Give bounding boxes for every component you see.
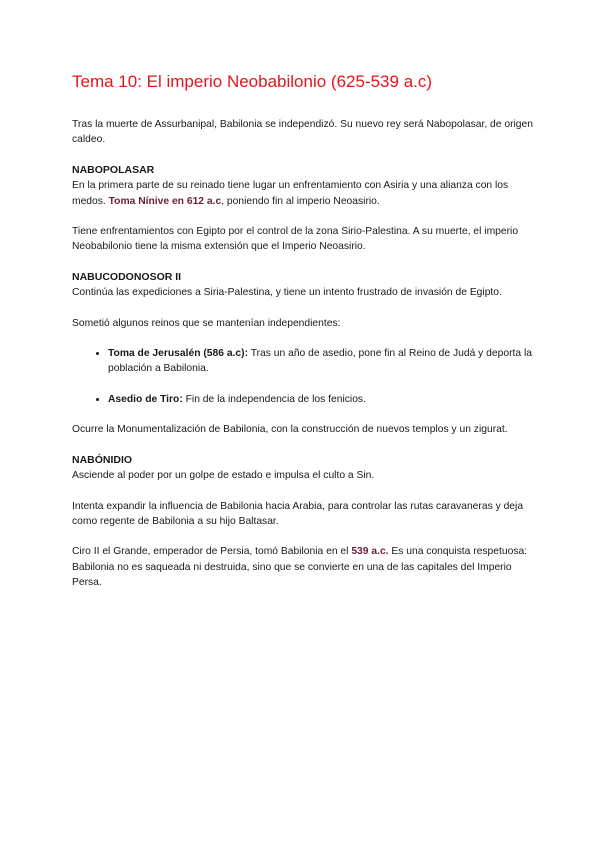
document-title: Tema 10: El imperio Neobabilonio (625-539 a.c) xyxy=(72,72,433,91)
section-heading-nabopolasar: NABOPOLASAR xyxy=(72,163,155,176)
nabucodonosor-paragraph-1: Continúa las expediciones a Siria-Palestina, y tiene un intento frustrado de invasión de Egipto. xyxy=(72,287,502,299)
nabonidio-paragraph-3: Ciro II el Grande, emperador de Persia, tomó Babilonia en el 539 a.c. Es una conquista respetuosa: Babilonia no es saqueada ni destruida, sino que se convierte en una de las capitales del Imperio Persa. xyxy=(72,546,528,589)
highlight-539: 539 a.c. xyxy=(351,546,389,558)
nabonidio-paragraph-1: Asciende al poder por un golpe de estado e impulsa el culto a Sin. xyxy=(72,470,375,482)
list-item: • Asedio de Tiro: Fin de la independencia de los fenicios. xyxy=(108,392,542,407)
intro-paragraph: Tras la muerte de Assurbanipal, Babilonia se independizó. Su nuevo rey será Nabopolasar, de origen caldeo. xyxy=(72,119,533,146)
nabopolasar-paragraph-2: Tiene enfrentamientos con Egipto por el control de la zona Sirio-Palestina. A su muerte, el imperio Neobabilonio tiene la misma extensión que el Imperio Neoasirio. xyxy=(72,226,519,253)
list-item: • Toma de Jerusalén (586 a.c): Tras un año de asedio, pone fin al Reino de Judá y deporta la población a Babilonia. xyxy=(108,346,542,377)
highlight-ninive: Toma Nínive en 612 a.c xyxy=(108,195,222,207)
section-heading-nabonidio: NABÓNIDIO xyxy=(72,453,133,466)
bullet-list xyxy=(72,346,542,407)
nabonidio-paragraph-2: Intenta expandir la influencia de Babilonia hacia Arabia, para controlar las rutas caravaneras y deja como regente de Babilonia a su hijo Baltasar. xyxy=(72,500,524,527)
nabucodonosor-paragraph-2: Sometió algunos reinos que se mantenían independientes: xyxy=(72,317,341,329)
nabopolasar-paragraph-1: En la primera parte de su reinado tiene lugar un enfrentamiento con Asiria y una alianza con los medos. Toma Nínive en 612 a.c, poniendo fin al imperio Neoasirio. xyxy=(72,180,509,207)
nabucodonosor-paragraph-3: Ocurre la Monumentalización de Babilonia, con la construcción de nuevos templos y un zigurat. xyxy=(72,424,508,436)
section-heading-nabucodonosor: NABUCODONOSOR II xyxy=(72,270,182,283)
document-body xyxy=(72,117,542,606)
